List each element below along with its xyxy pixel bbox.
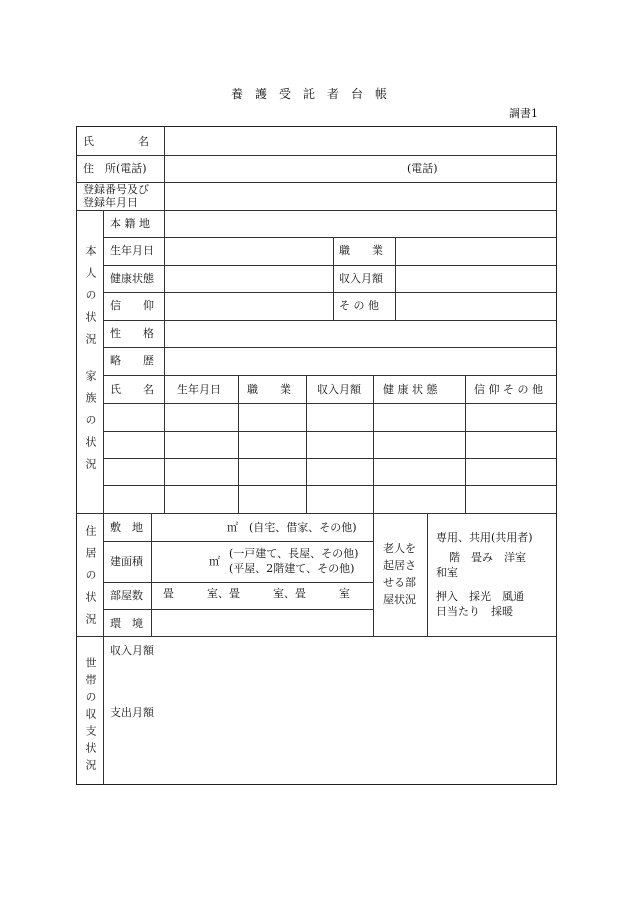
elder-room-usage: 専用、共用(共用者) bbox=[436, 531, 533, 544]
family-header-birthdate: 生年月日 bbox=[177, 383, 221, 396]
row-divider bbox=[77, 513, 556, 514]
building-area-label: 建面積 bbox=[110, 555, 143, 568]
registration-label-line2: 登録年月日 bbox=[83, 196, 138, 209]
elder-room-features-1: 押入 採光 風通 bbox=[436, 590, 524, 603]
section-person-status: 本人の状況 bbox=[84, 245, 97, 355]
row-divider bbox=[103, 347, 556, 348]
elder-room-japanese: 和室 bbox=[436, 566, 458, 579]
form-table bbox=[76, 126, 557, 785]
family-header-income: 収入月額 bbox=[317, 383, 361, 396]
other-label: そ の 他 bbox=[339, 299, 379, 312]
col-divider bbox=[427, 513, 428, 636]
row-divider bbox=[103, 265, 556, 266]
col-divider bbox=[333, 237, 334, 320]
col-divider bbox=[164, 127, 165, 210]
row-divider bbox=[103, 582, 373, 583]
monthly-income-label: 収入月額 bbox=[339, 272, 383, 285]
rooms-label: 部屋数 bbox=[110, 589, 143, 602]
row-divider bbox=[77, 636, 556, 637]
building-floor-options: (平屋、2階建て、その他) bbox=[229, 562, 355, 575]
building-area-unit: ㎡ bbox=[209, 555, 220, 568]
family-header-health: 健 康 状 態 bbox=[383, 383, 438, 396]
faith-label: 信 仰 bbox=[110, 299, 154, 312]
col-divider bbox=[103, 210, 104, 784]
section-housing-status: 住居の状況 bbox=[84, 525, 97, 635]
occupation-label: 職 業 bbox=[339, 244, 383, 257]
col-divider bbox=[395, 237, 396, 320]
household-expense-label: 支出月額 bbox=[110, 706, 154, 719]
elder-room-floor: 階 畳み 洋室 bbox=[449, 551, 526, 564]
document-number: 調書1 bbox=[509, 107, 538, 120]
row-divider bbox=[103, 431, 556, 432]
col-divider bbox=[164, 375, 165, 513]
registration-label-line1: 登録番号及び bbox=[83, 183, 149, 196]
page-title: 養護受託者台帳 bbox=[230, 87, 399, 101]
environment-label: 環 境 bbox=[110, 617, 143, 630]
elder-room-label-4: 屋状況 bbox=[383, 593, 416, 606]
health-label: 健康状態 bbox=[110, 272, 154, 285]
family-header-occupation: 職 業 bbox=[247, 383, 291, 396]
site-label: 敷 地 bbox=[110, 521, 143, 534]
section-family-status: 家族の状況 bbox=[84, 370, 97, 480]
phone-label: (電話) bbox=[407, 162, 438, 175]
elder-room-features-2: 日当たり 採暖 bbox=[436, 605, 513, 618]
row-divider bbox=[103, 609, 373, 610]
row-divider bbox=[103, 237, 556, 238]
building-type-options: (一戸建て、長屋、その他) bbox=[229, 547, 359, 560]
col-divider bbox=[151, 513, 152, 636]
family-header-name: 氏 名 bbox=[110, 383, 154, 396]
row-divider bbox=[103, 403, 556, 404]
elder-room-label-3: せる部 bbox=[383, 576, 416, 589]
elder-room-label-1: 老人を bbox=[383, 542, 416, 555]
row-divider bbox=[103, 292, 556, 293]
name-label: 氏 名 bbox=[83, 135, 149, 148]
col-divider bbox=[238, 375, 239, 513]
domicile-label: 本 籍 地 bbox=[110, 217, 150, 230]
col-divider bbox=[306, 375, 307, 513]
row-divider bbox=[103, 458, 556, 459]
row-divider bbox=[103, 320, 556, 321]
row-divider bbox=[103, 541, 373, 542]
col-divider bbox=[373, 513, 374, 636]
row-divider bbox=[103, 375, 556, 376]
career-label: 略 歴 bbox=[110, 354, 154, 367]
row-divider bbox=[103, 485, 556, 486]
household-income-label: 収入月額 bbox=[110, 644, 154, 657]
elder-room-label-2: 起居さ bbox=[383, 559, 416, 572]
col-divider bbox=[465, 375, 466, 513]
rooms-value: 畳 室、畳 室、畳 室 bbox=[163, 587, 350, 600]
row-divider bbox=[77, 155, 556, 156]
col-divider bbox=[373, 375, 374, 513]
character-label: 性 格 bbox=[110, 327, 154, 340]
family-header-faith-other: 信 仰 そ の 他 bbox=[474, 383, 543, 396]
site-value: ㎡ (自宅、借家、その他) bbox=[227, 521, 357, 534]
birthdate-label: 生年月日 bbox=[110, 244, 154, 257]
row-divider bbox=[77, 210, 556, 211]
section-household-finance: 世帯の収支状況 bbox=[84, 657, 97, 776]
address-label: 住 所(電話) bbox=[83, 162, 147, 175]
